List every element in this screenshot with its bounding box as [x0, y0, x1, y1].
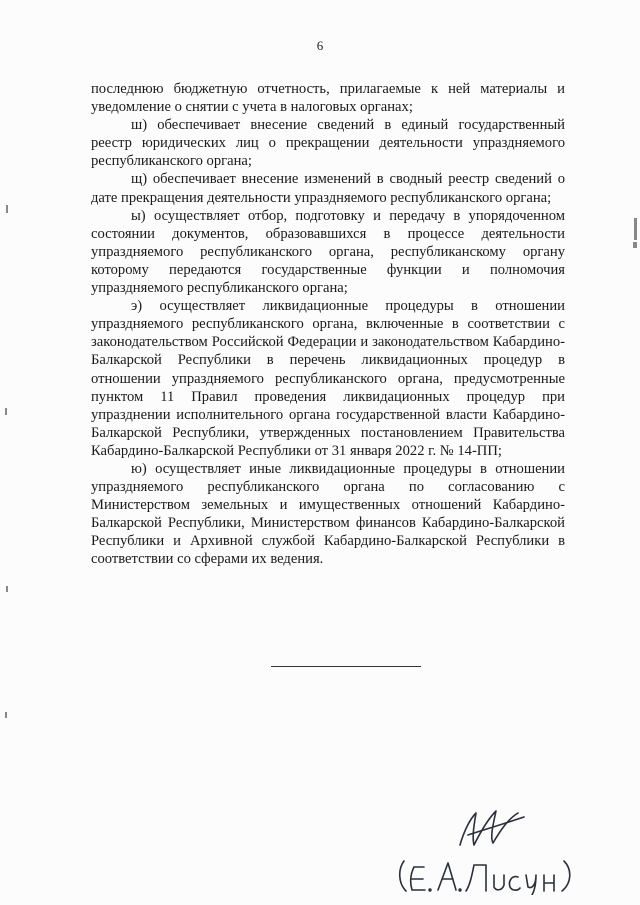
- document-body: [91, 80, 565, 569]
- page-number: 6: [316, 38, 324, 53]
- scan-edge-mark: [5, 712, 7, 718]
- scan-edge-mark: [6, 205, 8, 213]
- scan-edge-mark: [634, 218, 637, 240]
- paragraph-shcha: щ) обеспечивает внесение изменений в сводный реестр сведений о дате прекращения деятельности упраздняемого республиканского органа;: [91, 171, 565, 206]
- paragraph-y: ы) осуществляет отбор, подготовку и передачу в упорядоченном состоянии документов, образовавшихся в процессе деятельности упраздняемого республиканского органа, республиканскому органу которому передаются государственные функции и полномочия упраздняемого республиканского органа;: [91, 207, 565, 297]
- paragraph-sha: ш) обеспечивает внесение сведений в единый государственный реестр юридических лиц о прекращении деятельности упраздняемого республиканского органа;: [91, 117, 565, 170]
- scan-edge-mark: [5, 408, 7, 415]
- scan-edge-mark: [633, 242, 637, 248]
- paragraph-continuation: последнюю бюджетную отчетность, прилагаемые к ней материалы и уведомление о снятии с учета в налоговых органах;: [91, 81, 565, 116]
- paragraph-yu: ю) осуществляет иные ликвидационные процедуры в отношении упраздняемого республиканского органа по согласованию с Министерством земельных и имущественных отношений Кабардино-Балкарской Республики, Министерством финансов Кабардино-Балкарской Республики и Архивной службой Кабардино-Балкарской Республики в соответствии со сферами их ведения.: [91, 460, 565, 568]
- scan-edge-mark: [6, 586, 8, 592]
- paragraph-e: э) осуществляет ликвидационные процедуры в отношении упраздняемого республиканского органа, включенные в соответствии с законодательством Российской Федерации и законодательством Кабардино-Балкарской Республики в перечень ликвидационных процедур в отношении упраздняемого республиканского органа, предусмотренные пунктом 11 Правил проведения ликвидационных процедур при упразднении исполнительного органа государственной власти Кабардино-Балкарской Республики, утвержденных постановлением Правительства Кабардино-Балкарской Республики от 31 января 2022 г. № 14-ПП;: [91, 298, 565, 459]
- end-divider-line: [271, 666, 421, 667]
- handwritten-signature: [390, 795, 580, 895]
